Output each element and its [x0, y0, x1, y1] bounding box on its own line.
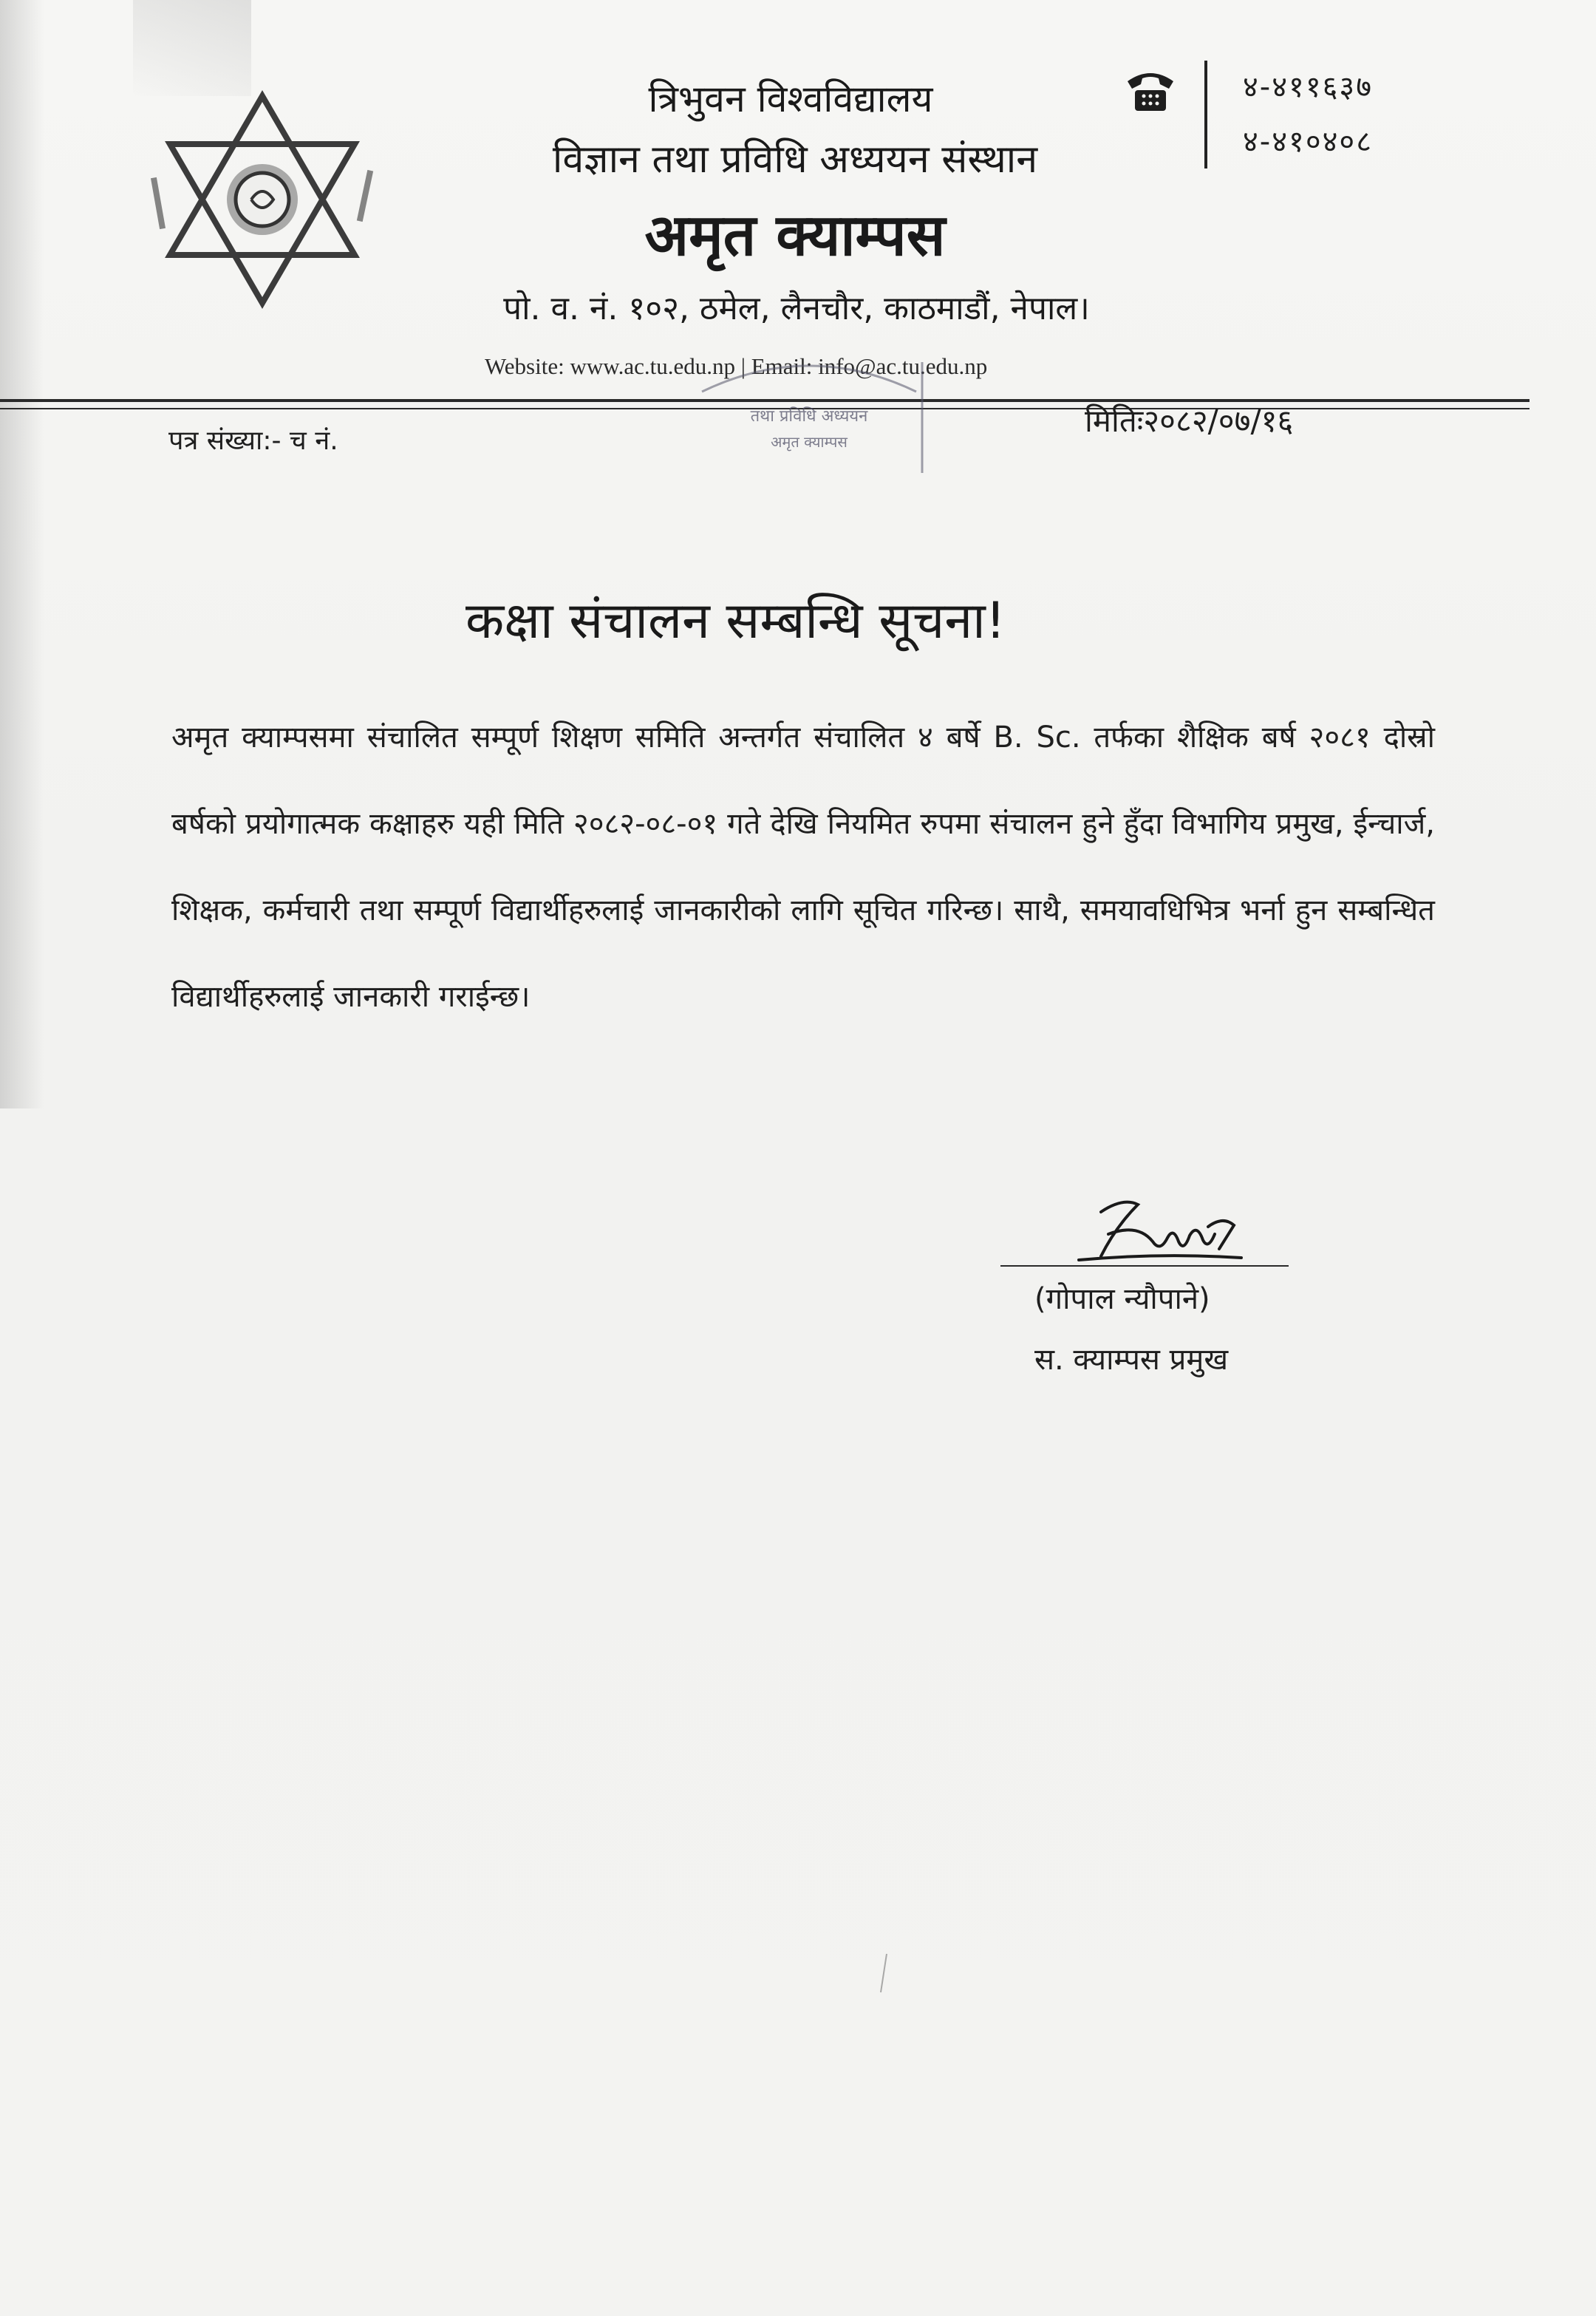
- reference-number: पत्र संख्या:- च नं.: [168, 426, 338, 456]
- phone-number-2: ४-४१०४०८: [1243, 125, 1374, 159]
- notice-body: अमृत क्याम्पसमा संचालित सम्पूर्ण शिक्षण समिति अन्तर्गत संचालित ४ बर्षे B. Sc. तर्फका शैक्षिक बर्ष २०८१ दोस्रो बर्षको प्रयोगात्मक कक्षाहरु यही मिति २०८२-०८-०१ गते देखि नियमित रुपमा संचालन हुने हुँदा विभागिय प्रमुख, ईन्चार्ज, शिक्षक, कर्मचारी तथा सम्पूर्ण विद्यार्थीहरुलाई जानकारीको लागि सूचित गरिन्छ। साथै, समयावधिभित्र भर्ना हुन सम्बन्धित विद्यार्थीहरुलाई जानकारी गराईन्छ।: [171, 721, 1435, 1014]
- stamp-text-2: अमृत क्याम्पस: [771, 433, 848, 451]
- page-shadow: [0, 0, 44, 1108]
- paper-mark: [876, 1951, 891, 1995]
- phone-number-1: ४-४११६३७: [1243, 70, 1374, 104]
- document-page: त्रिभुवन विश्वविद्यालय विज्ञान तथा प्रविधि अध्ययन संस्थान अमृत क्याम्पस पो. व. नं. १०२, ठमेल, लैनचौर, काठमाडौं, नेपाल। Website: www.ac.tu.edu.np | Email: info@ac.tu.edu.np ४-४११६३७ ४-४१०४०८ तथा प्रविधि अध्ययन अमृत क्याम्पस पत्र संख्या:- च नं. मितिः२०८२/०७/१६ कक्षा संचालन सम्बन्धि सूचना! अमृत क्याम्पसमा संचालित सम्पूर्ण शिक्षण समिति अन्तर्गत संचालित ४ बर्षे B. Sc. तर्फका शैक्षिक बर्ष २०८१ दोस्रो बर्षको प्रयोगात्मक कक्षाहरु यही मिति २०८२-०८-०१ गते देखि नियमित रुपमा संचालन हुने हुँदा विभागिय प्रमुख, ईन्चार्ज, शिक्षक, कर्मचारी तथा सम्पूर्ण विद्यार्थीहरुलाई जानकारीको लागि सूचित गरिन्छ। साथै, समयावधिभित्र भर्ना हुन सम्बन्धित विद्यार्थीहरुलाई जानकारी गराईन्छ। (गोपाल न्यौपाने) स. क्याम्पस प्रमुख: [0, 0, 1596, 2316]
- handwritten-signature: [1057, 1182, 1264, 1278]
- notice-title: कक्षा संचालन सम्बन्धि सूचना!: [466, 592, 1006, 650]
- stamp-text-1: तथा प्रविधि अध्ययन: [750, 407, 868, 426]
- page-fold-shadow: [133, 0, 251, 96]
- signatory-title: स. क्याम्पस प्रमुख: [1034, 1343, 1229, 1377]
- tu-emblem-icon: [140, 89, 384, 310]
- website-email-line: Website: www.ac.tu.edu.np | Email: info@ac.tu.edu.np: [485, 353, 988, 379]
- office-stamp: [687, 347, 931, 473]
- signature-line: [1000, 1265, 1289, 1267]
- telephone-icon: [1125, 68, 1176, 114]
- phone-divider: [1204, 61, 1207, 168]
- signatory-name: (गोपाल न्यौपाने): [1034, 1282, 1210, 1316]
- letter-date: मितिः२०८२/०७/१६: [1085, 403, 1294, 439]
